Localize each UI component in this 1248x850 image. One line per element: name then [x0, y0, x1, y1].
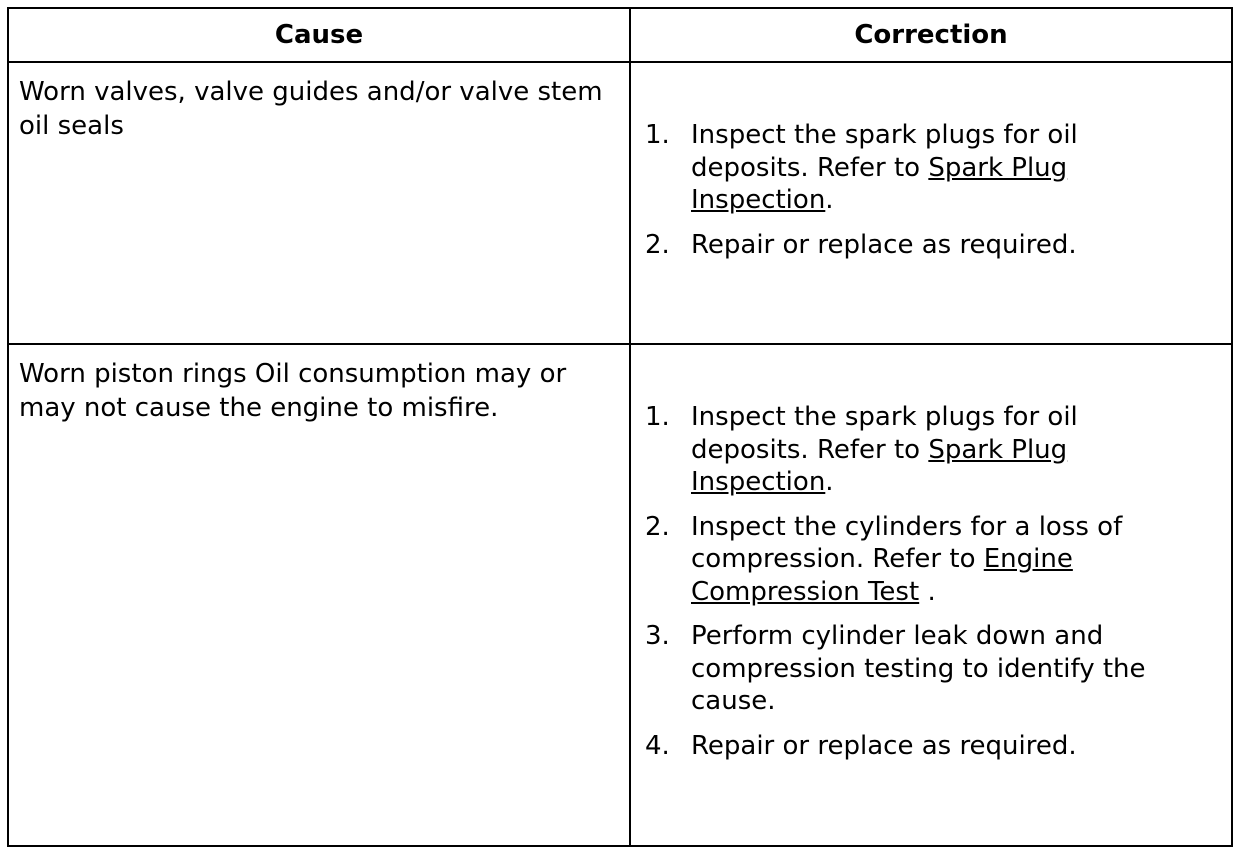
correction-cell	[630, 62, 1232, 344]
correction-step	[645, 730, 1151, 763]
correction-step	[645, 401, 1151, 499]
step-punctuation: .	[825, 185, 834, 215]
correction-step	[645, 620, 1151, 718]
step-instruction: Repair or replace as required.	[691, 730, 1077, 761]
step-text	[691, 730, 1151, 763]
step-text	[691, 401, 1151, 499]
step-text	[691, 620, 1151, 718]
spark-plug-inspection-link[interactable]: Spark Plug Inspection	[691, 152, 1068, 215]
step-number: 1.	[645, 120, 670, 150]
step-text	[691, 229, 1151, 262]
step-text	[691, 511, 1151, 609]
step-text	[691, 119, 1151, 217]
cause-column-header: Cause	[8, 8, 630, 62]
step-punctuation: .	[825, 467, 834, 497]
step-number: 1.	[645, 402, 670, 432]
step-number: 2.	[645, 511, 670, 542]
step-instruction: Repair or replace as required.	[691, 229, 1077, 260]
spark-plug-inspection-link[interactable]: Spark Plug Inspection	[691, 434, 1068, 497]
table-header-row	[8, 8, 1232, 62]
step-instruction: Inspect the spark plugs for oil deposits. Refer to	[691, 402, 1078, 465]
correction-steps	[631, 63, 1231, 261]
step-instruction: Inspect the cylinders for a loss of compression. Refer to	[691, 511, 1123, 574]
correction-step	[645, 229, 1151, 262]
step-number: 4.	[645, 730, 670, 761]
correction-step	[645, 511, 1151, 609]
engine-compression-test-link[interactable]: Engine Compression Test	[691, 544, 1073, 607]
cause-cell	[8, 344, 630, 846]
cause-text: Worn piston rings Oil consumption may or may not cause the engine to misfire.	[19, 359, 567, 423]
correction-steps	[631, 345, 1231, 762]
correction-step	[645, 119, 1151, 217]
step-instruction: Inspect the spark plugs for oil deposits. Refer to	[691, 120, 1078, 183]
table-row	[8, 344, 1232, 846]
correction-cell	[630, 344, 1232, 846]
cause-text: Worn valves, valve guides and/or valve stem oil seals	[19, 77, 603, 141]
table-row	[8, 62, 1232, 344]
diagnostic-table	[7, 7, 1233, 847]
correction-column-header: Correction	[630, 8, 1232, 62]
step-number: 2.	[645, 229, 670, 260]
cause-cell	[8, 62, 630, 344]
step-instruction: Perform cylinder leak down and compression testing to identify the cause.	[691, 621, 1146, 716]
step-punctuation: .	[919, 576, 936, 607]
step-number: 3.	[645, 621, 670, 651]
